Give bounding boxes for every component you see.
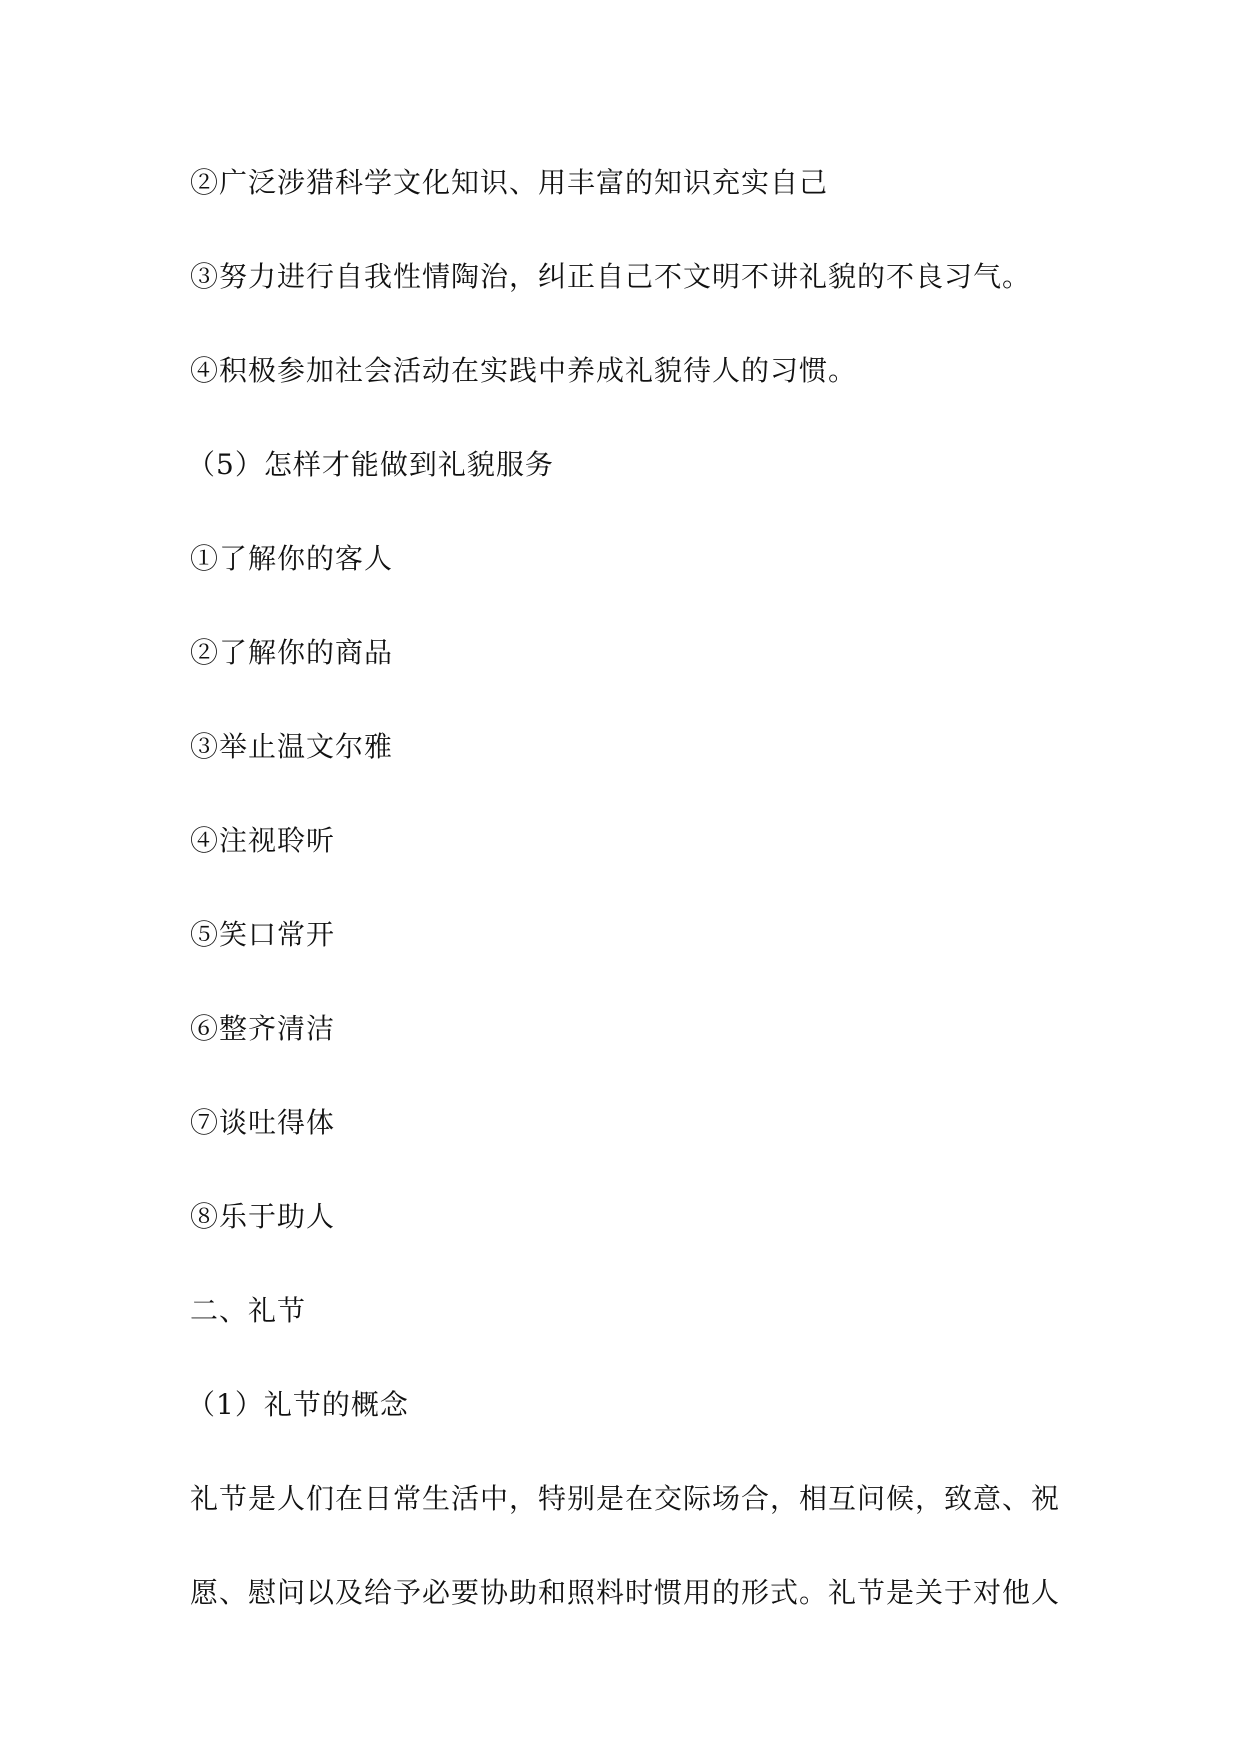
list-item-2: ②了解你的商品 — [190, 636, 394, 669]
list-item-8: ⑧乐于助人 — [190, 1200, 336, 1233]
list-item-6: ⑥整齐清洁 — [190, 1012, 336, 1045]
list-item-7: ⑦谈吐得体 — [190, 1106, 336, 1139]
list-item-3: ③举止温文尔雅 — [190, 730, 394, 763]
paragraph-line-2: 愿、慰问以及给予必要协助和照料时惯用的形式。礼节是关于对他人 — [190, 1576, 1061, 1609]
paragraph-line-1: 礼节是人们在日常生活中，特别是在交际场合，相互问候，致意、祝 — [190, 1482, 1061, 1515]
chapter-heading-2: 二、礼节 — [190, 1294, 307, 1327]
list-item-1: ①了解你的客人 — [190, 542, 394, 575]
list-item-5: ⑤笑口常开 — [190, 918, 336, 951]
text-line-1: ②广泛涉猎科学文化知识、用丰富的知识充实自己 — [190, 166, 829, 199]
section-heading-5: （5）怎样才能做到礼貌服务 — [187, 448, 554, 481]
text-line-3: ④积极参加社会活动在实践中养成礼貌待人的习惯。 — [190, 354, 858, 387]
text-line-2: ③努力进行自我性情陶治，纠正自己不文明不讲礼貌的不良习气。 — [190, 260, 1032, 293]
section-heading-1: （1）礼节的概念 — [187, 1388, 409, 1421]
list-item-4: ④注视聆听 — [190, 824, 336, 857]
